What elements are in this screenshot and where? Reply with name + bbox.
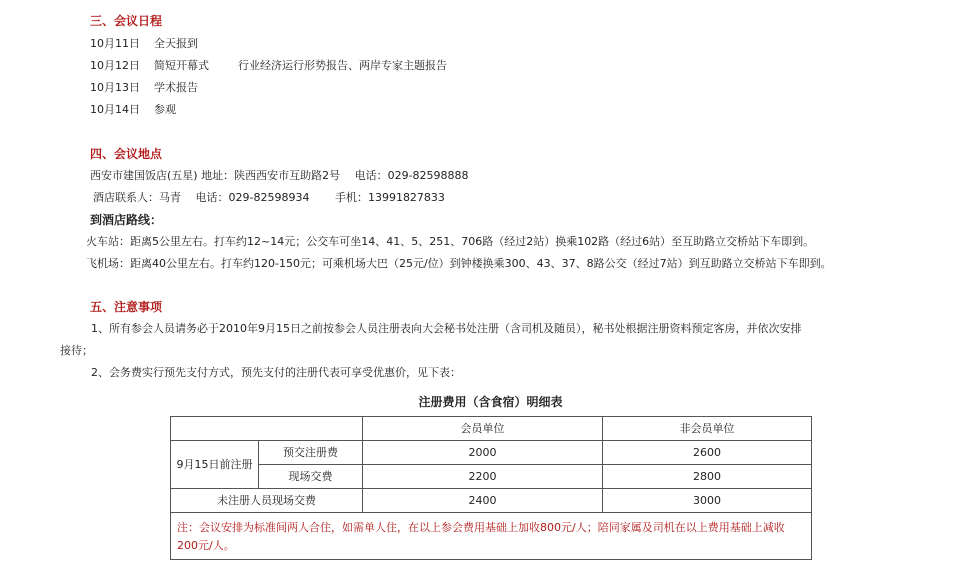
onsite-member-fee: 2400	[363, 489, 603, 513]
venue-line: 西安市建国饭店(五星) 地址：陕西西安市互助路2号 电话：029-82598888	[90, 169, 469, 182]
nonmember-fee: 2600	[603, 441, 812, 465]
train-route: 火车站：距离5公里左右。打车约12~14元；公交车可坐14、41、5、251、706路（经过2站）换乘102路（经过6站）至互助路立交桥站下车即到。	[86, 235, 815, 248]
row-label: 现场交费	[259, 465, 363, 489]
schedule-row	[90, 103, 176, 117]
table-row	[171, 441, 812, 465]
contact-line: 酒店联系人：马青 电话：029-82598934 手机：13991827833	[93, 191, 445, 204]
section-3-heading: 三、会议日程	[90, 14, 163, 28]
fee-table-title: 注册费用（含食宿）明细表	[418, 395, 563, 409]
table-row	[171, 489, 812, 513]
section-5-heading: 五、注意事项	[90, 300, 163, 314]
route-heading: 到酒店路线：	[90, 213, 163, 227]
section-4-heading: 四、会议地点	[90, 147, 163, 161]
header-member: 会员单位	[363, 417, 603, 441]
nonmember-fee: 2800	[603, 465, 812, 489]
member-fee: 2000	[363, 441, 603, 465]
schedule-desc: 简短开幕式	[154, 59, 209, 72]
table-row	[171, 513, 812, 560]
onsite-label: 未注册人员现场交费	[171, 489, 363, 513]
schedule-desc-detail: 行业经济运行形势报告、两岸专家主题报告	[238, 59, 447, 72]
group-label: 9月15日前注册	[171, 441, 259, 489]
schedule-desc: 参观	[154, 103, 176, 116]
schedule-date: 10月12日	[90, 59, 140, 72]
fee-table	[170, 416, 812, 560]
schedule-desc: 学术报告	[154, 81, 198, 94]
notice-item-1: 1、所有参会人员请务必于2010年9月15日之前按参会人员注册表向大会秘书处注册（含司机及随员），秘书处根据注册资料预定客房，并依次安排	[91, 322, 802, 335]
schedule-desc: 全天报到	[154, 37, 198, 50]
schedule-date: 10月13日	[90, 81, 140, 94]
schedule-row	[90, 59, 447, 73]
notice-item-1-continued: 接待；	[60, 344, 93, 357]
schedule-row	[90, 81, 198, 95]
table-row	[171, 465, 812, 489]
schedule-date: 10月11日	[90, 37, 140, 50]
row-label: 预交注册费	[259, 441, 363, 465]
fee-note: 注：会议安排为标准间两人合住，如需单人住，在以上参会费用基础上加收800元/人；陪同家属及司机在以上费用基础上减收200元/人。	[171, 513, 812, 560]
onsite-nonmember-fee: 3000	[603, 489, 812, 513]
member-fee: 2200	[363, 465, 603, 489]
table-row	[171, 417, 812, 441]
table-corner-cell	[171, 417, 363, 441]
header-nonmember: 非会员单位	[603, 417, 812, 441]
schedule-date: 10月14日	[90, 103, 140, 116]
air-route: 飞机场：距离40公里左右。打车约120-150元；可乘机场大巴（25元/位）到钟楼换乘300、43、37、8路公交（经过7站）到互助路立交桥站下车即到。	[86, 257, 832, 270]
schedule-row	[90, 37, 198, 51]
notice-item-2: 2、会务费实行预先支付方式，预先支付的注册代表可享受优惠价，见下表：	[91, 366, 461, 379]
